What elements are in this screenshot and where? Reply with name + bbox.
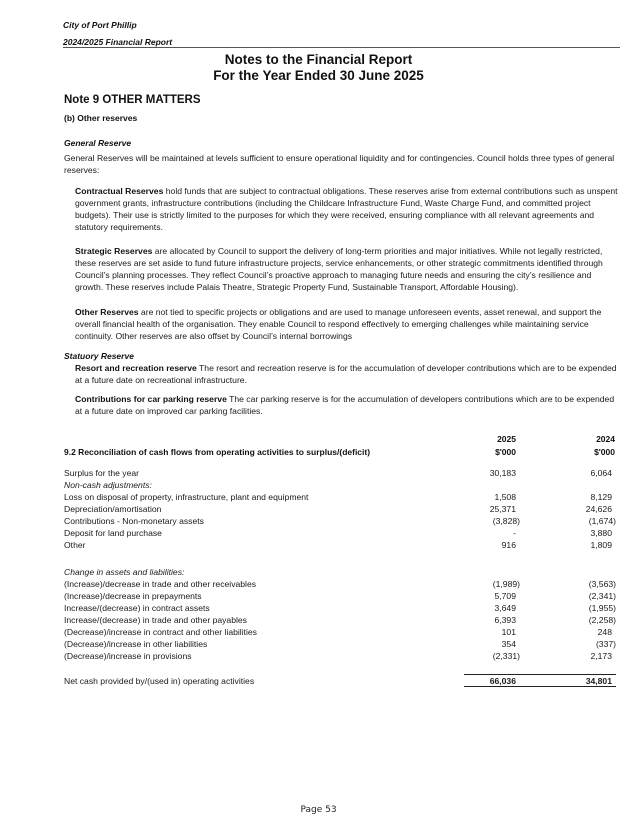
table-row	[64, 614, 616, 626]
row-label: Surplus for the year	[64, 468, 139, 478]
total-bottom-rule	[464, 686, 616, 687]
table-title: 9.2 Reconciliation of cash flows from operating activities to surplus/(deficit)	[64, 447, 371, 457]
paragraph-text: hold funds that are subject to contractual obligations. These reserves arise from external contributions such as unspent government grants, infrastructure contributions (including the Childcare Infrastructure Fund, Waste Charge Fund, and committed project budgets). Their use is strictly limited to the purposes for which they were received, ensuring compliance with all relevant agreements and statutory requirements.	[75, 186, 618, 232]
row-label: Net cash provided by/(used in) operating activities	[64, 676, 255, 686]
row-label: (Decrease)/increase in provisions	[64, 651, 192, 661]
value-2024: 248	[597, 627, 612, 637]
page-title: Notes to the Financial Report	[224, 52, 413, 67]
value-2024: (2,258)	[588, 615, 616, 625]
value-2024: (2,341)	[588, 591, 616, 601]
value-2024: (1,674)	[588, 516, 616, 526]
paragraph-term: Other Reserves	[75, 307, 139, 317]
value-2025: 354	[501, 639, 516, 649]
row-label: (Decrease)/increase in contract and other liabilities	[64, 627, 257, 637]
value-2024: 3,880	[590, 528, 612, 538]
value-2024: (3,563)	[588, 579, 616, 589]
value-2025: (2,331)	[492, 651, 520, 661]
page-subtitle: For the Year Ended 30 June 2025	[213, 68, 424, 83]
table-row	[64, 503, 616, 515]
header-divider	[63, 47, 620, 48]
table-row	[64, 527, 616, 539]
row-label: (Increase)/decrease in trade and other receivables	[64, 579, 257, 589]
column-header-unit: $'000	[495, 447, 516, 457]
table-row	[64, 602, 616, 614]
page-number: Page 53	[300, 805, 337, 815]
car-parking-paragraph	[75, 393, 620, 417]
general-reserve-heading: General Reserve	[64, 138, 132, 148]
paragraph-text: are allocated by Council to support the delivery of long-term priorities and major initiatives. While not legally restricted, these reserves are set aside to fund future infrastructure projects, service enhancements, or other strategic commitments identified through Council’s planning processes. They reflect Council’s proactive approach to managing future needs and ensuring the city’s resilience and growth. These reserves include Palais Theatre, Strategic Property Fund, Sustainable Transport, Affordable Housing).	[75, 246, 603, 292]
table-row	[64, 566, 616, 578]
row-label: (Decrease)/increase in other liabilities	[64, 639, 208, 649]
strategic-reserves-paragraph	[75, 245, 620, 293]
table-row	[64, 467, 616, 479]
row-label: Contributions - Non-monetary assets	[64, 516, 204, 526]
table-row	[64, 626, 616, 638]
value-2025: 101	[501, 627, 516, 637]
row-label: Increase/(decrease) in trade and other payables	[64, 615, 247, 625]
note-heading: Note 9 OTHER MATTERS	[64, 94, 201, 106]
general-reserve-intro: General Reserves will be maintained at levels sufficient to ensure operational liquidity and for contingencies. Council holds three types of general reserves:	[64, 153, 615, 175]
other-reserves-paragraph	[75, 306, 620, 342]
contractual-reserves-paragraph	[75, 185, 620, 233]
value-2025: -	[513, 528, 516, 538]
organisation-name: City of Port Phillip	[63, 20, 137, 30]
paragraph-text: The resort and recreation reserve is for the accumulation of developer contributions which are to be expended at a future date on recreational infrastructure.	[75, 363, 617, 385]
value-2024: 6,064	[590, 468, 612, 478]
value-2024: (337)	[595, 639, 616, 649]
value-2024: (1,955)	[588, 603, 616, 613]
row-label: Increase/(decrease) in contract assets	[64, 603, 210, 613]
value-2025: 5,709	[494, 591, 516, 601]
row-label: Loss on disposal of property, infrastructure, plant and equipment	[64, 492, 309, 502]
row-label: Deposit for land purchase	[64, 528, 162, 538]
row-label: Other	[64, 540, 86, 550]
table-row	[64, 638, 616, 650]
paragraph-term: Strategic Reserves	[75, 246, 153, 256]
paragraph-term: Resort and recreation reserve	[75, 363, 197, 373]
table-row	[64, 515, 616, 527]
paragraph-term: Contractual Reserves	[75, 186, 164, 196]
table-row	[64, 479, 616, 491]
row-label: Depreciation/amortisation	[64, 504, 162, 514]
value-2025: (3,828)	[492, 516, 520, 526]
value-2025: 6,393	[494, 615, 516, 625]
statutory-reserve-heading: Statuory Reserve	[64, 351, 134, 361]
row-label: (Increase)/decrease in prepayments	[64, 591, 202, 601]
value-2025: 30,183	[489, 468, 516, 478]
table-row	[64, 650, 616, 662]
table-row	[64, 491, 616, 503]
value-2024: 34,801	[585, 676, 612, 686]
value-2024: 24,626	[585, 504, 612, 514]
note-subheading: (b) Other reserves	[64, 113, 138, 123]
value-2025: 3,649	[494, 603, 516, 613]
resort-recreation-paragraph	[75, 362, 620, 386]
value-2024: 1,809	[590, 540, 612, 550]
report-name: 2024/2025 Financial Report	[63, 37, 173, 47]
value-2025: 916	[501, 540, 516, 550]
column-header-unit: $'000	[594, 447, 615, 457]
paragraph-term: Contributions for car parking reserve	[75, 394, 227, 404]
row-group-label: Change in assets and liabilities:	[64, 567, 185, 577]
value-2024: 2,173	[590, 651, 612, 661]
row-group-label: Non-cash adjustments:	[64, 480, 152, 490]
table-row	[64, 590, 616, 602]
paragraph-text: are not tied to specific projects or obligations and are used to manage unforeseen events, asset renewal, and support the overall financial health of the organisation. They enable Council to respond effectively to emerging challenges while maintaining service continuity. Other reserves are also offset by Council’s internal borrowings	[75, 307, 602, 341]
column-header-year: 2025	[497, 434, 516, 444]
table-row	[64, 578, 616, 590]
value-2025: (1,989)	[492, 579, 520, 589]
value-2024: 8,129	[590, 492, 612, 502]
paragraph-text: The car parking reserve is for the accumulation of developers contributions which are to be expended at a future date on improved car parking facilities.	[75, 394, 615, 416]
column-header-year: 2024	[596, 434, 615, 444]
value-2025: 66,036	[489, 676, 516, 686]
value-2025: 25,371	[489, 504, 516, 514]
value-2025: 1,508	[494, 492, 516, 502]
table-row	[64, 539, 616, 551]
